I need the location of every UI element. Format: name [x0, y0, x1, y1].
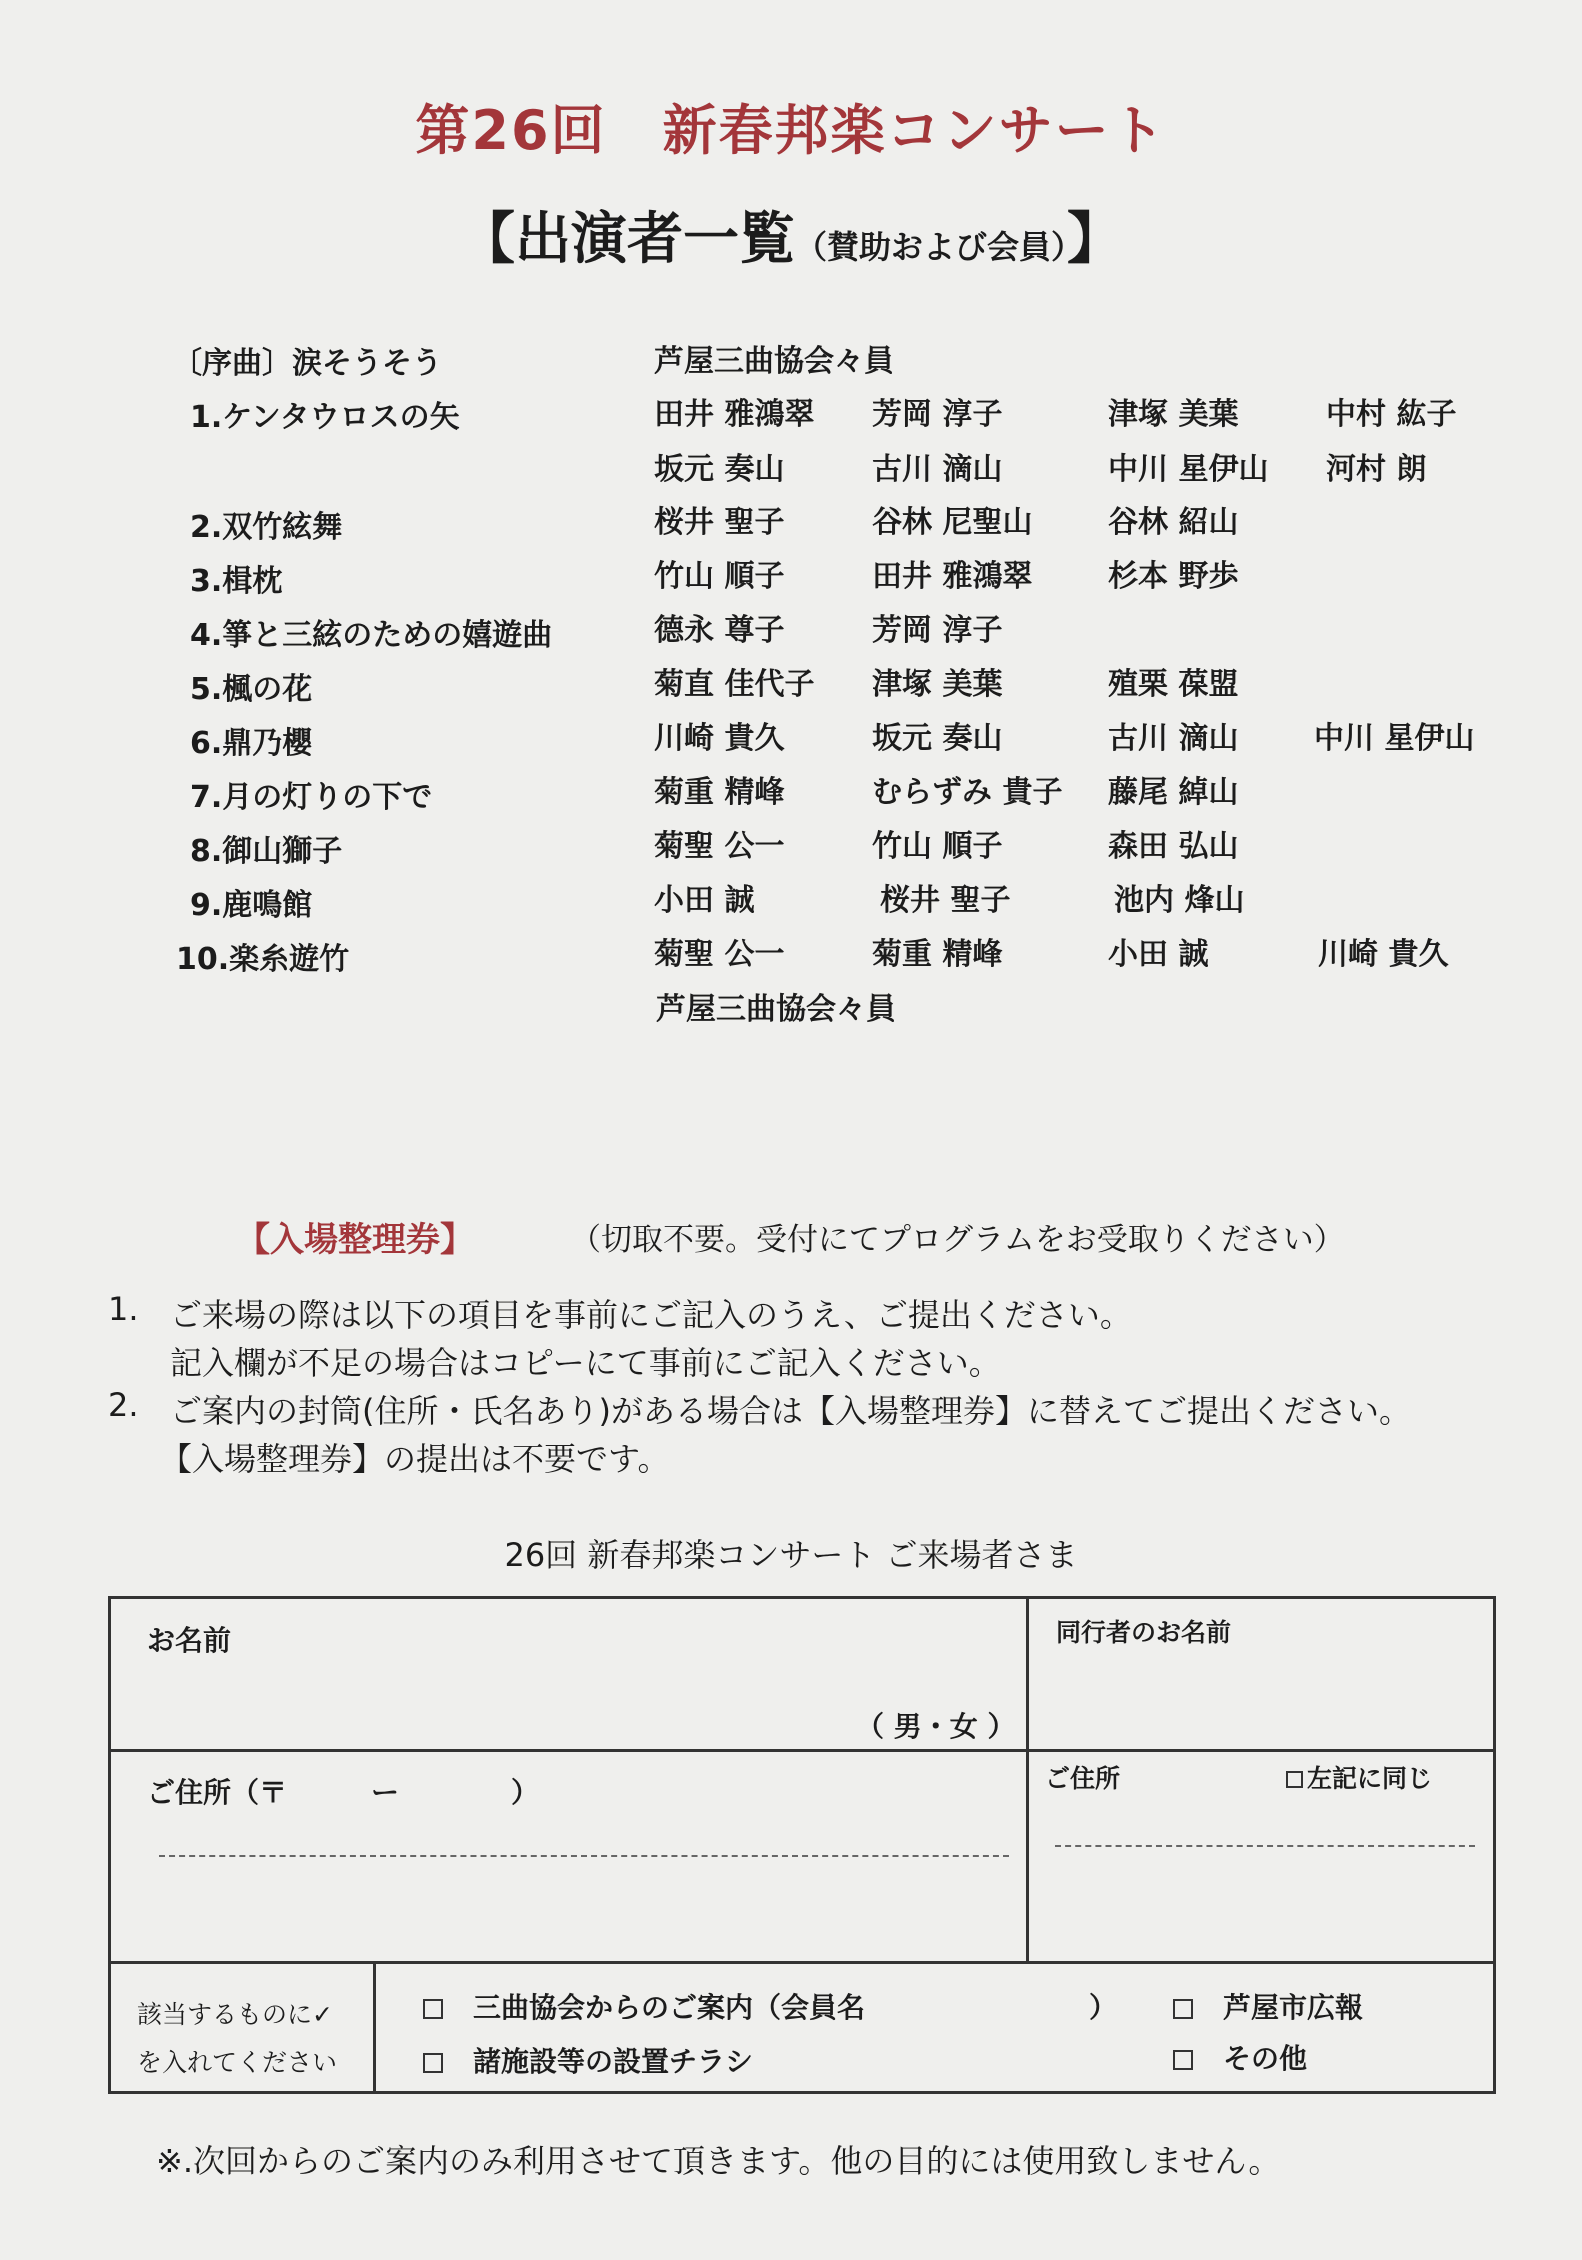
form-title: 26回 新春邦楽コンサート ご来場者さま [504, 1536, 1078, 1574]
companion-address-line[interactable] [1055, 1845, 1475, 1847]
performer-row [0, 984, 1582, 1034]
checkbox[interactable] [423, 2053, 443, 2073]
program-item-label: 7.月の灯りの下で [190, 780, 433, 815]
performer-list-heading [0, 195, 1582, 275]
concert-title: 第26回 新春邦楽コンサート [415, 99, 1167, 162]
option-sankyoku[interactable] [423, 1986, 1117, 2026]
performer: 芳岡 淳子 [872, 613, 1003, 648]
program-item-label: 2.双竹絃舞 [190, 510, 343, 545]
companion-name-label: 同行者のお名前 [1056, 1618, 1232, 1647]
performer: 竹山 順子 [872, 829, 1003, 864]
program-item-label: 8.御山獅子 [190, 834, 343, 869]
gender-label[interactable]: （ 男・女 ） [856, 1710, 1016, 1743]
program-item-label: 5.楓の花 [190, 672, 313, 707]
performer: 古川 滴山 [872, 452, 1003, 487]
privacy-footnote: ※.次回からのご案内のみ利用させて頂きます。他の目的には使用致しません。 [156, 2142, 1281, 2180]
option-label: 諸施設等の設置チラシ [473, 2045, 754, 2078]
option-label: 芦屋市広報 [1223, 1991, 1364, 2024]
performer: 竹山 順子 [654, 559, 785, 594]
option-flyer[interactable] [423, 2040, 753, 2080]
same-as-left-label: 左記に同じ [1307, 1764, 1433, 1793]
performer-row [0, 875, 1582, 925]
performer: 桜井 聖子 [880, 883, 1011, 918]
instruction-line: ご来場の際は以下の項目を事前にご記入のうえ、ご提出ください。 [170, 1296, 1132, 1334]
performer: 中川 星伊山 [1314, 721, 1475, 756]
instruction-line: 【入場整理券】の提出は不要です。 [160, 1440, 670, 1478]
performer: 小田 誠 [654, 883, 755, 918]
bracket-close: 】 [1067, 207, 1123, 272]
performer: 芦屋三曲協会々員 [656, 992, 896, 1027]
instruction-number: 2. [108, 1386, 139, 1424]
visitor-form [108, 1596, 1496, 2094]
checkbox[interactable] [423, 1999, 443, 2019]
check-instruction-line2: を入れてください [137, 2048, 338, 2077]
performer: 森田 弘山 [1108, 829, 1239, 864]
heading-sub: （賛助および会員） [794, 228, 1067, 266]
performer: 川崎 貴久 [1318, 937, 1449, 972]
performer: 芳岡 淳子 [872, 397, 1003, 432]
instruction-number: 1. [108, 1290, 139, 1328]
performer-row [0, 497, 1582, 547]
performer: 菊聖 公一 [654, 829, 785, 864]
option-label: その他 [1223, 2042, 1308, 2075]
performer: 古川 滴山 [1108, 721, 1239, 756]
instruction-line: 記入欄が不足の場合はコピーにて事前にご記入ください。 [170, 1344, 1001, 1382]
performer-row [0, 551, 1582, 601]
program-item-label: 3.楫枕 [190, 564, 283, 599]
performer-row [0, 929, 1582, 979]
checkbox[interactable] [1173, 2050, 1193, 2070]
performer: 杉本 野歩 [1108, 559, 1239, 594]
performer: むらずみ 貴子 [872, 775, 1063, 810]
performer: 藤尾 綽山 [1108, 775, 1239, 810]
performer-row [0, 767, 1582, 817]
performer: 殖栗 葆盟 [1108, 667, 1239, 702]
performer: 津塚 美葉 [872, 667, 1003, 702]
performer: 菊聖 公一 [654, 937, 785, 972]
checkbox[interactable] [1173, 1999, 1193, 2019]
performer-row [0, 659, 1582, 709]
name-label: お名前 [147, 1624, 232, 1657]
performer: 河村 朗 [1326, 452, 1427, 487]
performer: 坂元 奏山 [872, 721, 1003, 756]
heading-main: 出演者一覧 [514, 207, 795, 272]
instruction-line: ご案内の封筒(住所・氏名あり)がある場合は【入場整理券】に替えてご提出ください。 [170, 1392, 1411, 1430]
divider [1026, 1599, 1029, 1961]
ticket-note: （切取不要。受付にてプログラムをお受取りください） [570, 1222, 1345, 1258]
same-as-left-option[interactable] [1286, 1759, 1432, 1795]
performer: 德永 尊子 [654, 613, 785, 648]
program-item-label: 10.楽糸遊竹 [176, 942, 350, 977]
program-item-label: 6.鼎乃櫻 [190, 726, 313, 761]
option-other[interactable] [1173, 2037, 1307, 2077]
performer: 谷林 紹山 [1108, 505, 1239, 540]
performer-row [0, 821, 1582, 871]
performer: 田井 雅鴻翠 [654, 397, 815, 432]
address-label: ご住所（〒 ー ） [147, 1776, 540, 1809]
performer-row [0, 605, 1582, 655]
performer: 津塚 美葉 [1108, 397, 1239, 432]
performer: 桜井 聖子 [654, 505, 785, 540]
performer: 菊重 精峰 [654, 775, 785, 810]
performer: 菊重 精峰 [872, 937, 1003, 972]
performer: 坂元 奏山 [654, 452, 785, 487]
divider [373, 1961, 376, 2091]
performer: 川崎 貴久 [654, 721, 785, 756]
performer: 菊直 佳代子 [654, 667, 815, 702]
bracket-open: 【 [458, 207, 515, 272]
performer-row [0, 336, 1582, 386]
check-instruction-line1: 該当するものに✓ [137, 2000, 333, 2029]
ticket-heading: 【入場整理券】 [236, 1220, 474, 1260]
performer: 田井 雅鴻翠 [872, 559, 1033, 594]
performer: 中川 星伊山 [1108, 452, 1269, 487]
option-label: 三曲協会からのご案内（会員名 ） [473, 1991, 1118, 2024]
performer: 芦屋三曲協会々員 [654, 344, 894, 379]
performer: 中村 紘子 [1326, 397, 1457, 432]
address-line[interactable] [159, 1855, 1009, 1857]
same-as-left-checkbox[interactable] [1286, 1771, 1303, 1788]
performer-row [0, 713, 1582, 763]
performer-row [0, 444, 1582, 494]
divider [111, 1749, 1493, 1752]
program-item-label: 4.箏と三絃のための嬉遊曲 [190, 618, 553, 653]
program-item-label: 9.鹿鳴館 [190, 888, 313, 923]
performer: 池内 烽山 [1114, 883, 1245, 918]
divider [111, 1961, 1493, 1964]
companion-address-label: ご住所 [1045, 1764, 1121, 1793]
performer: 小田 誠 [1108, 937, 1209, 972]
program-item-label: 〔序曲〕涙そうそう [172, 346, 442, 381]
performer: 谷林 尼聖山 [872, 505, 1033, 540]
performer-row [0, 389, 1582, 439]
program-item-label: 1.ケンタウロスの矢 [190, 400, 460, 435]
option-ashiya[interactable] [1173, 1986, 1363, 2026]
